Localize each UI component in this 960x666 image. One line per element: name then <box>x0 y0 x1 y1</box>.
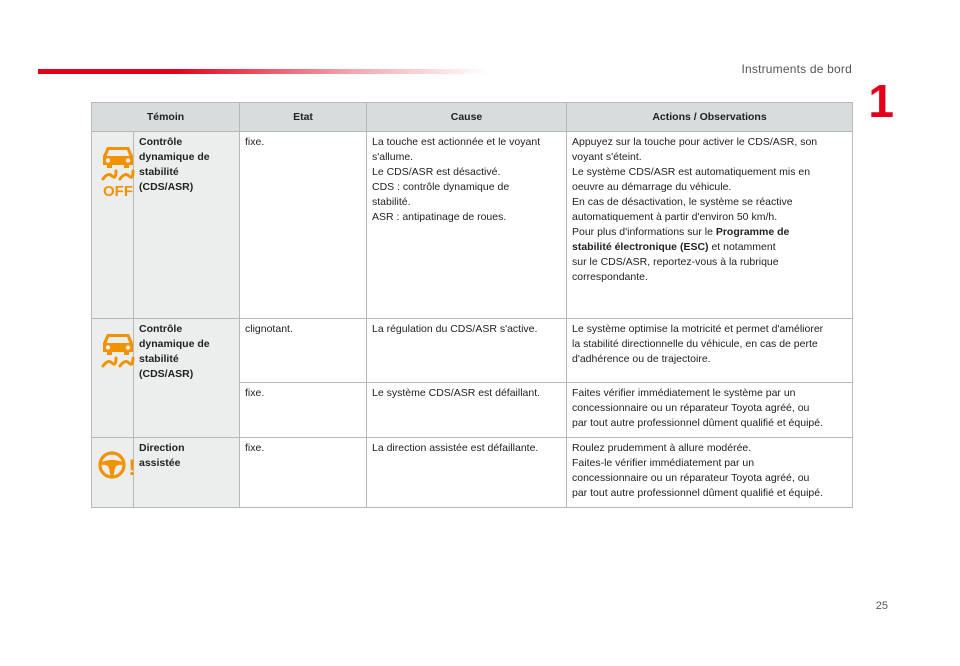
indicator-name: Contrôle dynamique de stabilité (CDS/ASR) <box>134 132 240 319</box>
indicator-name: Direction assistée <box>134 438 240 508</box>
indicator-name: Contrôle dynamique de stabilité (CDS/ASR) <box>134 319 240 438</box>
chapter-number: 1 <box>868 75 894 127</box>
column-header-actions: Actions / Observations <box>567 103 853 132</box>
actions-cell: Faites vérifier immédiatement le système par un concessionnaire ou un réparateur Toyota agréé, ou par tout autre professionnel dûment qualifié et équipé. <box>567 383 853 438</box>
table-row <box>92 319 853 383</box>
state-cell: fixe. <box>240 438 367 508</box>
actions-cell: Roulez prudemment à allure modérée. Faites-le vérifier immédiatement par un concessionnaire ou un réparateur Toyota agréé, ou par tout autre professionnel dûment qualifié et équipé. <box>567 438 853 508</box>
column-header-temoin: Témoin <box>92 103 240 132</box>
cause-cell: La touche est actionnée et le voyant s'allume. Le CDS/ASR est désactivé. CDS : contrôle dynamique de stabilité. ASR : antipatinage de roues. <box>367 132 567 319</box>
column-header-cause: Cause <box>367 103 567 132</box>
actions-cell: Appuyez sur la touche pour activer le CDS/ASR, son voyant s'éteint. Le système CDS/ASR est automatiquement mis en oeuvre au démarrage du véhicule. En cas de désactivation, le système se réactive automatiquement à partir d'environ 50 km/h. Pour plus d'informations sur le Programme de stabilité électronique (ESC) et notamment sur le CDS/ASR, reportez-vous à la rubrique correspondante. <box>567 132 853 319</box>
icon-off-label: OFF <box>103 183 133 197</box>
page-number: 25 <box>875 600 888 612</box>
warning-lights-table <box>91 102 853 508</box>
steering-wheel-warning-icon <box>97 447 139 488</box>
actions-cell: Le système optimise la motricité et permet d'améliorer la stabilité directionnelle du véhicule, en cas de perte d'adhérence ou de trajectoire. <box>567 319 853 383</box>
state-cell: fixe. <box>240 383 367 438</box>
link-programme: Programme de <box>715 226 790 238</box>
header-accent-bar <box>38 69 488 74</box>
column-header-etat: Etat <box>240 103 367 132</box>
table-header-row <box>92 103 853 132</box>
state-cell: fixe. <box>240 132 367 319</box>
table-row <box>92 132 853 319</box>
cause-cell: Le système CDS/ASR est défaillant. <box>367 383 567 438</box>
cause-cell: La régulation du CDS/ASR s'active. <box>367 319 567 383</box>
cause-cell: La direction assistée est défaillante. <box>367 438 567 508</box>
car-skid-off-icon <box>97 141 139 202</box>
icon-cell <box>92 438 134 508</box>
state-cell: clignotant. <box>240 319 367 383</box>
table-row <box>92 438 853 508</box>
section-title: Instruments de bord <box>741 62 852 76</box>
icon-cell <box>92 319 134 438</box>
link-esc: stabilité électronique (ESC) <box>572 241 709 253</box>
car-skid-icon <box>97 328 139 375</box>
icon-exclamation: ! <box>128 455 136 480</box>
icon-cell <box>92 132 134 319</box>
